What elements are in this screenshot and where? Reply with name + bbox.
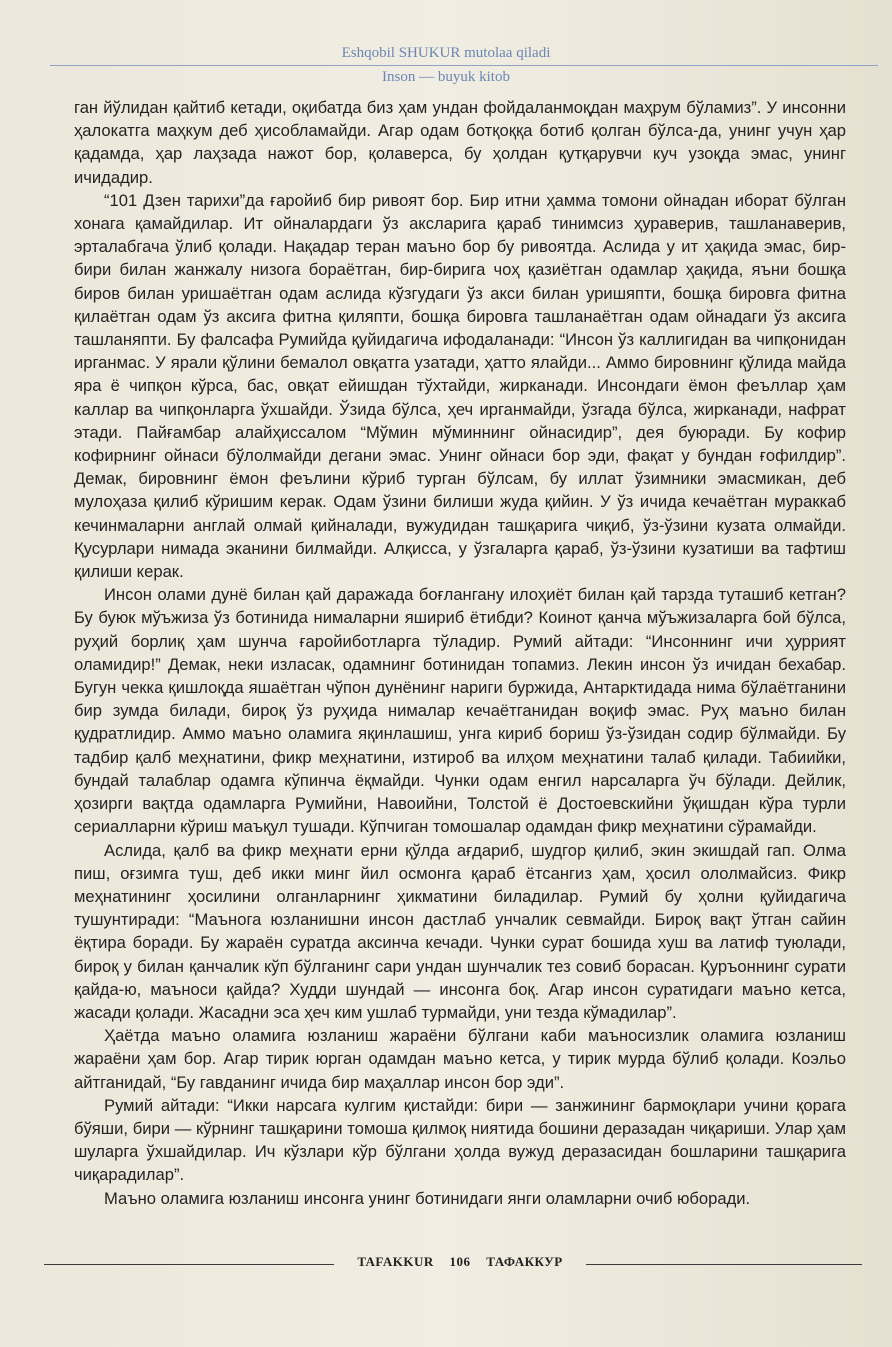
book-title: Inson — buyuk kitob: [382, 69, 510, 85]
footer-label: [334, 1254, 586, 1270]
footer-rule-right: [586, 1264, 862, 1265]
paragraph: “101 Дзен тарихи”да ғаройиб бир ривоят бор. Бир итни ҳамма томони ойнадан иборат бўлган хонага қамайдилар. Ит ойналардаги ўз аксларига қараб тинимсиз ҳураверив, ташланаверив, эрталабгача ўлиб қолади. Нақадар теран маъно бор бу ривоятда. Аслида у ит ҳақида эмас, бир-бири билан жанжалу низога бораётган, бир-бирига чоҳ қазиётган одамлар ҳақида, яъни бошқа биров билан уришаётган одам аслида кўзгудаги ўз акси билан уришяпти, бошқа бировга фитна қилаётган одам ўз аксига фитна қиляпти, бошқа бировга ташланаётган одам ойнадаги ўз аксига ташланяпти. Бу фалсафа Румийда қуйидагича ифодаланади: “Инсон ўз каллигидан ва чипқонидан ирганмас. У ярали қўлини бемалол овқатга узатади, ҳатто ялайди... Аммо бировнинг қўлида майда яра ё чипқон кўрса, бас, овқат ейишдан тўхтайди, жирканади. Инсондаги ёмон феъллар ҳам каллар ва чипқонларга ўхшайди. Ўзида бўлса, ҳеч ирганмайди, ўзгада бўлса, жирканади, нафрат этади. Пайғамбар алайҳиссалом “Мўмин мўминнинг ойнасидир”, дея буюради. Бу кофир кофирнинг ойнаси бўлолмайди дегани эмас. Унинг ойнаси бор эди, фақат у бундан ғофилдир”. Демак, бировнинг ёмон феълини кўриб турган бўлсам, бу иллат ўзимники эмасмикан, деб мулоҳаза қилиб кўришим керак. Одам ўзини билиши жуда қийин. У ўз ичида кечаётган мураккаб кечинмаларни англай олмай қийналади, вужудидан ташқарига чиқиб, ўз-ўзини кузата олмайди. Қусурлари нимада эканини билмайди. Алқисса, у ўзгаларга қараб, ўз-ўзини кузатиши ва тафтиш қилиши керак.: [74, 190, 846, 582]
paragraph: Аслида, қалб ва фикр меҳнати ерни қўлда ағдариб, шудгор қилиб, экин экишдай гап. Олма пиш, оғзимга туш, деб икки минг йил осмонга қараб ётсангиз ҳам, ҳосил ололмайсиз. Фикр меҳнатининг ҳосилини олганларнинг ҳикматини биладилар. Румий бу ҳолни қуйидагича тушунтиради: “Маънога юзланишни инсон дастлаб унчалик севмайди. Бироқ вақт ўтган сайин ёқтира боради. Бу жараён суратда аксинча кечади. Чунки сурат бошида хуш ва латиф туюлади, бироқ у билан қанчалик кўп бўлганинг сари ундан шунчалик тез совиб борасан. Қуръоннинг сурати қайда-ю, маъноси қайда? Худди шундай — инсонга боқ. Агар инсон суратидаги маъно кетса, жасади қолади. Жасадни эса ҳеч ким ушлаб турмайди, уни тезда кўмадилар”.: [74, 840, 846, 1022]
footer-journal-latin: TAFAKKUR: [357, 1254, 434, 1269]
page-footer: [0, 1254, 892, 1274]
footer-rule-left: [44, 1264, 334, 1265]
paragraph: Ҳаётда маъно оламига юзланиш жараёни бўлгани каби маъносизлик оламига юзланиш жараёни ҳам бор. Агар тирик юрган одамдан маъно кетса, у тирик мурда бўлиб қолади. Коэльо айтганидай, “Бу гавданинг ичида бир маҳаллар инсон бор эди”.: [74, 1026, 846, 1092]
page-number: 106: [449, 1254, 471, 1269]
paragraph: Румий айтади: “Икки нарсага кулгим қистайди: бири — занжининг бармоқлари учини қорага бўяши, бири — кўрнинг ташқарини томоша қилмоқ ниятида бошини деразадан чиқариши. Улар ҳам шуларга ўхшайдилар. Ич кўзлари кўр бўлгани ҳолда вужуд деразасидан бошларини ташқарига чиқарадилар”.: [74, 1095, 846, 1185]
paragraph: Маъно оламига юзланиш инсонга унинг ботинидаги янги оламларни очиб юборади.: [104, 1188, 751, 1208]
header-rule: [50, 65, 878, 66]
series-title: Eshqobil SHUKUR mutolaa qiladi: [341, 45, 551, 61]
article-body: [74, 96, 846, 1210]
paragraph: ган йўлидан қайтиб кетади, оқибатда биз ҳам ундан фойдаланмоқдан маҳрум бўламиз”. У инсонни ҳалокатга маҳкум деб ҳисобламайди. Агар одам ботқоққа ботиб қолган бўлса-да, унинг учун ҳар қадамда, ҳар лаҳзада нажот бор, қолаверса, бу ҳолдан қутқарувчи куч узоқда эмас, унинг ичидадир.: [74, 98, 846, 187]
footer-journal-cyrillic: ТАФАККУР: [486, 1254, 563, 1269]
paragraph: Инсон олами дунё билан қай даражада боғлангану илоҳиёт билан қай тарзда туташиб кетган? Бу буюк мўъжиза ўз ботинида нималарни яшириб ётибди? Коинот қанча мўъжизаларга бой бўлса, руҳий борлиқ ҳам шунча ғаройиботларга тўладир. Румий айтади: “Инсоннинг ичи ҳуррият оламидир!” Демак, неки изласак, одамнинг ботинидан топамиз. Лекин инсон ўз ичидан бехабар. Бугун чекка қишлоқда яшаётган чўпон дунёнинг нариги буржида, Антарктидада нима бўлаётганини бир зумда билади, бироқ ўз руҳида нималар кечаётганидан воқиф эмас. Руҳ маъно билан қудратлидир. Аммо маъно оламига яқинлашиш, унга кириб бориш ўз-ўзидан содир бўлмайди. Бу тадбир қалб меҳнатини, фикр меҳнатини, изтироб ва илҳом меҳнатини талаб қилади. Табиийки, бундай талаблар одамга кўпинча ёқмайди. Чунки одам енгил нарсаларга ўч бўлади. Дейлик, ҳозирги вақтда одамларга Румийни, Навоийни, Толстой ё Достоевскийни ўқишдан кўра турли сериалларни кўриш маъқул тушади. Кўпчиган томошалар одамдан фикр меҳнатини сўрамайди.: [74, 585, 846, 837]
